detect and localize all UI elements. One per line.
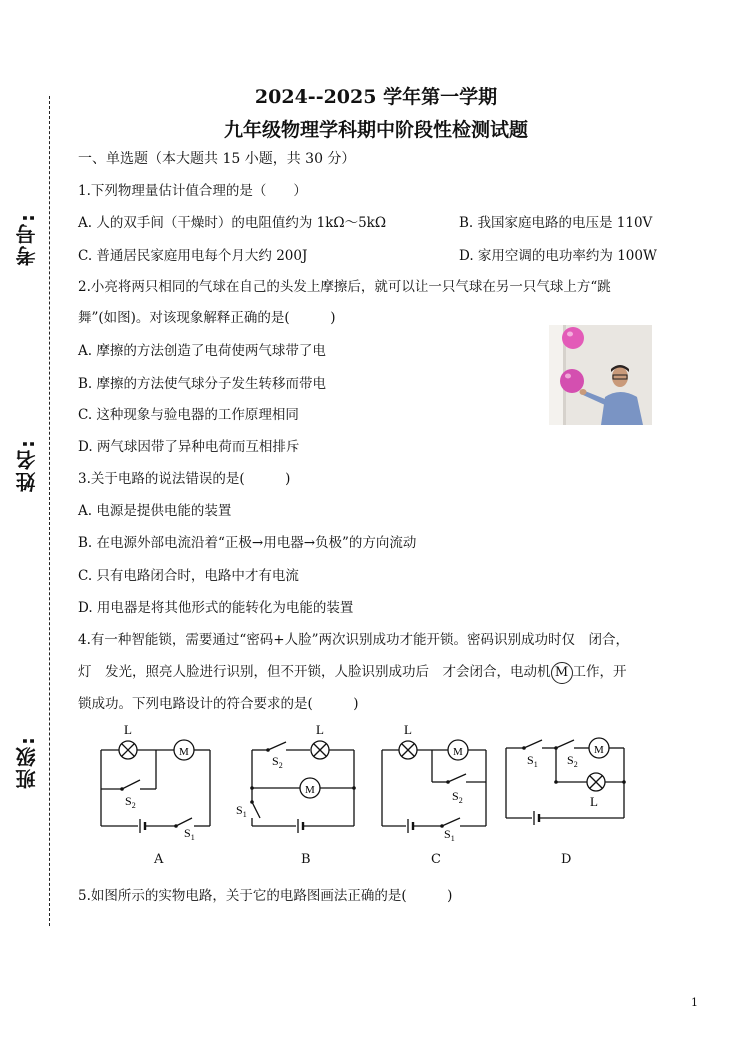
s2-sub: 2 (131, 801, 136, 810)
circuit-diagram-c (372, 718, 502, 843)
q1-option-b: B. 我国家庭电路的电压是 110V (459, 215, 653, 231)
lamp-label: L (404, 722, 412, 737)
s2-label (567, 753, 578, 769)
motor-label: M (453, 746, 463, 758)
section-heading: 一、单选题（本大题共 15 小题，共 30 分） (78, 151, 356, 167)
option-d-label: D (561, 852, 572, 867)
motor-label: M (305, 784, 315, 796)
s1-letter: S (236, 803, 243, 817)
s1-label (184, 826, 195, 842)
exam-title-line1: 2024--2025 学年第一学期 (254, 86, 498, 108)
s2-sub: 2 (573, 760, 578, 769)
q4-stem-line3: 锁成功。下列电路设计的符合要求的是( ) (78, 696, 359, 712)
exam-title-line2: 九年级物理学科期中阶段性检测试题 (223, 119, 528, 141)
balloon-photo (549, 325, 652, 425)
page-number: 1 (691, 996, 698, 1009)
s2-sub: 2 (278, 761, 283, 770)
q1-stem: 1.下列物理量估计值合理的是（ ） (78, 183, 307, 199)
binding-line (49, 96, 50, 926)
option-c-label: C (431, 852, 441, 867)
q2-option-d: D. 两气球因带了异种电荷而互相排斥 (78, 439, 300, 455)
q3-stem: 3.关于电路的说法错误的是( ) (78, 471, 291, 487)
lamp-label: L (124, 722, 132, 737)
q1-option-c: C. 普通居民家庭用电每个月大约 200J (78, 248, 308, 264)
s1-sub: 1 (242, 810, 247, 819)
circuit-diagram-a (92, 718, 222, 842)
q4-stem-line1: 4.有一种智能锁，需要通过“密码+人脸”两次识别成功才能开锁。密码识别成功时仅 闭合， (78, 632, 629, 648)
option-a-label: A (154, 852, 164, 867)
s1-sub: 1 (533, 760, 538, 769)
q4-stem-line2 (78, 660, 627, 684)
s2-letter: S (452, 789, 459, 803)
class-label: 班级: (15, 735, 39, 789)
q1-option-d: D. 家用空调的电功率约为 100W (459, 248, 657, 264)
s1-sub: 1 (190, 833, 195, 842)
circuit-diagram-d (500, 718, 630, 838)
s2-sub: 2 (458, 796, 463, 805)
circuit-diagram-b (234, 718, 364, 838)
name-label: 姓名: (15, 438, 39, 492)
q3-option-b: B. 在电源外部电流沿着“正极→用电器→负极”的方向流动 (78, 535, 417, 551)
s2-label (272, 754, 283, 770)
motor-label: M (179, 746, 189, 758)
s2-label (452, 789, 463, 805)
option-b-label: B (301, 852, 311, 867)
motor-symbol-icon: M (551, 662, 573, 684)
s1-letter: S (184, 826, 191, 840)
s1-label (236, 803, 247, 819)
q2-option-a: A. 摩擦的方法创造了电荷使两气球带了电 (78, 343, 326, 359)
s2-letter: S (125, 794, 132, 808)
s2-label (125, 794, 136, 810)
q3-option-d: D. 用电器是将其他形式的能转化为电能的装置 (78, 600, 354, 616)
q3-option-c: C. 只有电路闭合时，电路中才有电流 (78, 568, 299, 584)
q5-stem: 5.如图所示的实物电路，关于它的电路图画法正确的是( ) (78, 888, 453, 904)
motor-label: M (594, 744, 604, 756)
lamp-label: L (590, 794, 598, 809)
s1-letter: S (444, 827, 451, 841)
q2-option-c: C. 这种现象与验电器的工作原理相同 (78, 407, 299, 423)
s1-sub: 1 (450, 834, 455, 843)
s1-letter: S (527, 753, 534, 767)
s1-label (444, 827, 455, 843)
q3-option-a: A. 电源是提供电能的装置 (78, 503, 232, 519)
s1-label (527, 753, 538, 769)
q4-stem-line2-b: 工作，开 (572, 664, 627, 680)
s2-letter: S (272, 754, 279, 768)
q1-option-a: A. 人的双手间（干燥时）的电阻值约为 1kΩ～5kΩ (78, 215, 387, 231)
q2-stem-line2: 舞”(如图)。对该现象解释正确的是( ) (78, 310, 336, 326)
lamp-label: L (316, 722, 324, 737)
q2-option-b: B. 摩擦的方法使气球分子发生转移而带电 (78, 376, 327, 392)
q2-stem-line1: 2.小亮将两只相同的气球在自己的头发上摩擦后，就可以让一只气球在另一只气球上方“跳 (78, 279, 611, 295)
s2-letter: S (567, 753, 574, 767)
q4-stem-line2-a: 灯 发光，照亮人脸进行识别，但不开锁，人脸识别成功后 才会闭合，电动机 (78, 664, 551, 680)
exam-number-label: 考号: (15, 212, 39, 266)
